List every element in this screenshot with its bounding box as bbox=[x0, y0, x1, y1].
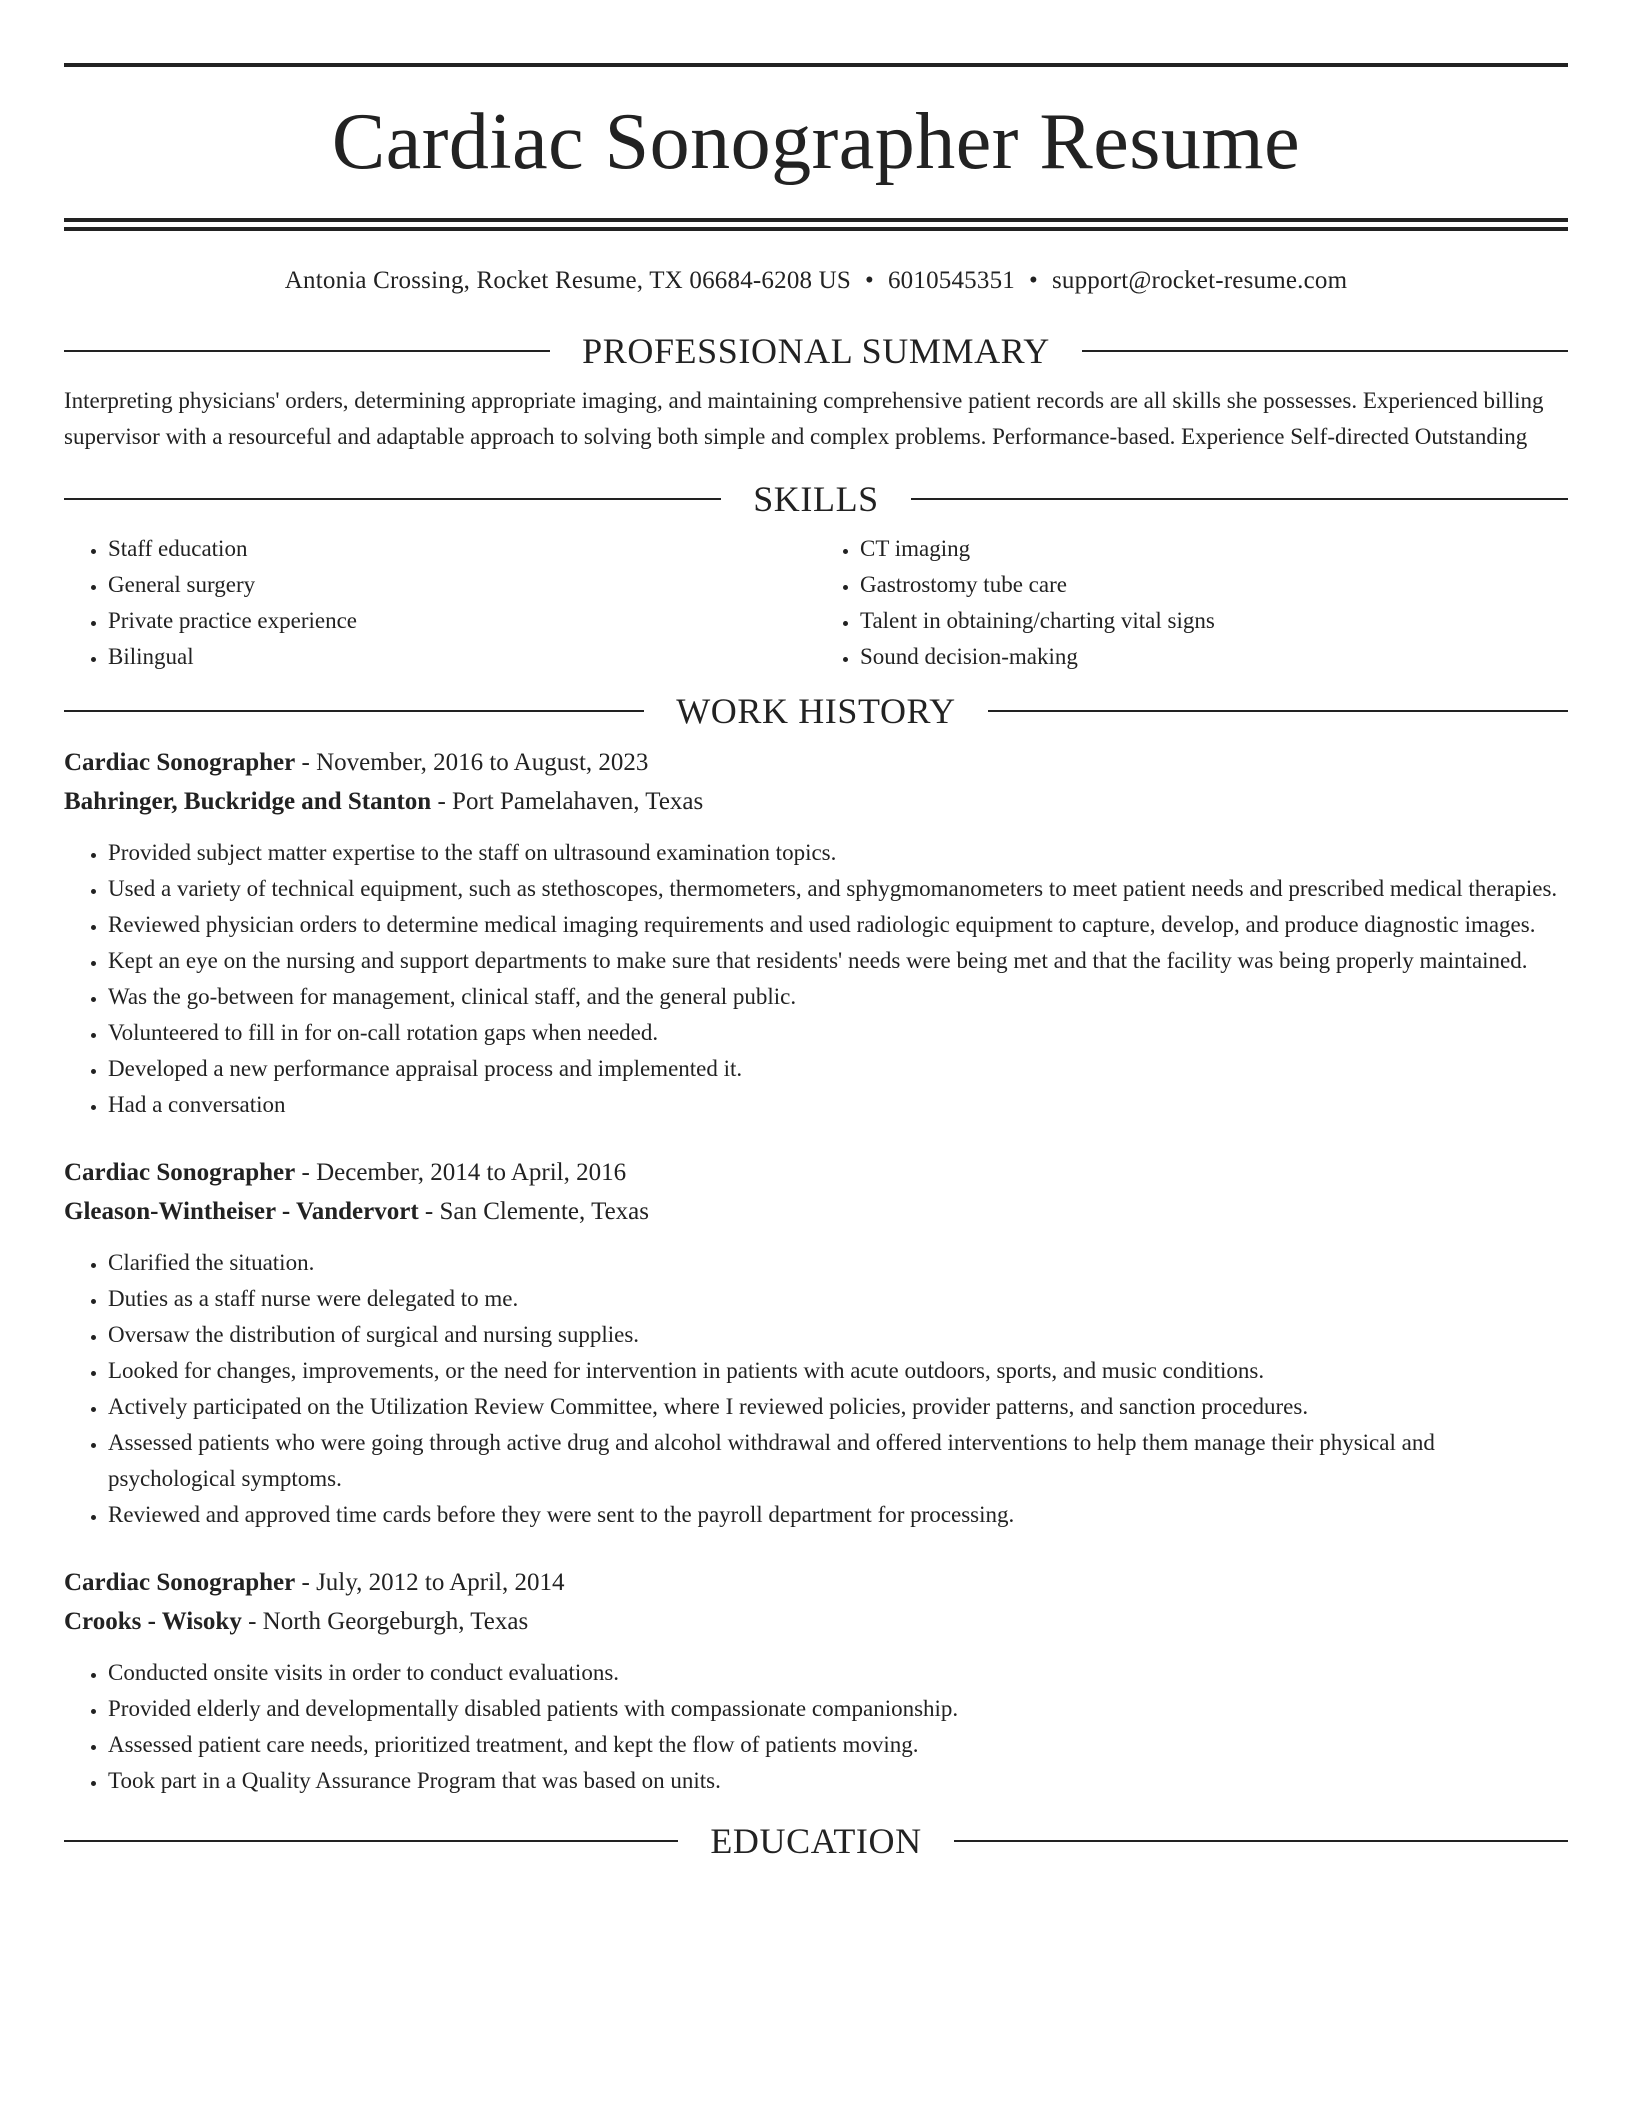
skill-item: • Bilingual bbox=[108, 639, 816, 675]
job-title: Cardiac Sonographer bbox=[64, 749, 296, 776]
duty-item: • Duties as a staff nurse were delegated to me. bbox=[108, 1281, 1568, 1317]
skills-heading bbox=[64, 477, 1568, 521]
skill-item: • Staff education bbox=[108, 531, 816, 567]
duty-item: • Took part in a Quality Assurance Program that was based on units. bbox=[108, 1763, 1568, 1799]
top-rule bbox=[64, 63, 1568, 67]
skills-list-left bbox=[64, 531, 816, 675]
job-duties bbox=[64, 1245, 1568, 1533]
heading-rule-left bbox=[64, 1840, 678, 1842]
job-dates: - November, 2016 to August, 2023 bbox=[295, 749, 649, 776]
duty-item: • Clarified the situation. bbox=[108, 1245, 1568, 1281]
education-heading bbox=[64, 1819, 1568, 1863]
heading-rule-left bbox=[64, 710, 644, 712]
job-company-line bbox=[64, 1192, 1568, 1231]
duty-item: • Assessed patients who were going through active drug and alcohol withdrawal and offered interventions to help them manage their physical and psychological symptoms. bbox=[108, 1425, 1568, 1497]
skill-item: • Private practice experience bbox=[108, 603, 816, 639]
job-title: Cardiac Sonographer bbox=[64, 1569, 296, 1596]
job-title-line bbox=[64, 1153, 1568, 1192]
job-company: Crooks - Wisoky bbox=[64, 1608, 242, 1635]
heading-rule-left bbox=[64, 498, 721, 500]
contact-line bbox=[64, 263, 1568, 299]
job-location: - North Georgeburgh, Texas bbox=[241, 1608, 529, 1635]
heading-rule-right bbox=[988, 710, 1568, 712]
duty-item: • Assessed patient care needs, prioritized treatment, and kept the flow of patients moving. bbox=[108, 1727, 1568, 1763]
job-title-line bbox=[64, 743, 1568, 782]
summary-heading-label: PROFESSIONAL SUMMARY bbox=[582, 331, 1050, 371]
duty-item: • Reviewed and approved time cards before they were sent to the payroll department for processing. bbox=[108, 1497, 1568, 1533]
skills-heading-label: SKILLS bbox=[753, 479, 879, 519]
skill-item: • Talent in obtaining/charting vital signs bbox=[860, 603, 1568, 639]
duty-item: • Oversaw the distribution of surgical and nursing supplies. bbox=[108, 1317, 1568, 1353]
job-entry bbox=[64, 1153, 1568, 1533]
job-location: - San Clemente, Texas bbox=[418, 1198, 650, 1225]
duty-item: • Reviewed physician orders to determine medical imaging requirements and used radiologic equipment to capture, develop, and produce diagnostic images. bbox=[108, 907, 1568, 943]
job-company: Gleason-Wintheiser - Vandervort bbox=[64, 1198, 419, 1225]
job-title: Cardiac Sonographer bbox=[64, 1159, 296, 1186]
job-company: Bahringer, Buckridge and Stanton bbox=[64, 788, 432, 815]
summary-text: Interpreting physicians' orders, determining appropriate imaging, and maintaining comprehensive patient records are all skills she possesses. Experienced billing supervisor with a resourceful and adaptable approach to solving both simple and complex problems. Performance-based. Experience Self-directed Outstanding bbox=[64, 388, 1544, 449]
heading-rule-left bbox=[64, 350, 550, 352]
skill-item: • CT imaging bbox=[860, 531, 1568, 567]
job-company-line bbox=[64, 1602, 1568, 1641]
contact-address: Antonia Crossing, Rocket Resume, TX 06684-6208 US bbox=[284, 267, 852, 294]
duty-item: • Kept an eye on the nursing and support departments to make sure that residents' needs were being met and that the facility was being properly maintained. bbox=[108, 943, 1568, 979]
duty-item: • Used a variety of technical equipment, such as stethoscopes, thermometers, and sphygmomanometers to meet patient needs and prescribed medical therapies. bbox=[108, 871, 1568, 907]
skill-item: • Sound decision-making bbox=[860, 639, 1568, 675]
contact-email: support@rocket-resume.com bbox=[1051, 267, 1348, 294]
job-dates: - July, 2012 to April, 2014 bbox=[295, 1569, 565, 1596]
skill-item: • General surgery bbox=[108, 567, 816, 603]
job-location: - Port Pamelahaven, Texas bbox=[431, 788, 704, 815]
duty-item: • Actively participated on the Utilization Review Committee, where I reviewed policies, provider patterns, and sanction procedures. bbox=[108, 1389, 1568, 1425]
duty-item: • Conducted onsite visits in order to conduct evaluations. bbox=[108, 1655, 1568, 1691]
job-entry bbox=[64, 1563, 1568, 1799]
job-entry bbox=[64, 743, 1568, 1123]
resume-title: Cardiac Sonographer Resume bbox=[331, 98, 1301, 186]
duty-item: • Was the go-between for management, clinical staff, and the general public. bbox=[108, 979, 1568, 1015]
work-heading-label: WORK HISTORY bbox=[676, 691, 956, 731]
title-double-rule bbox=[64, 218, 1568, 231]
job-duties bbox=[64, 835, 1568, 1123]
job-title-line bbox=[64, 1563, 1568, 1602]
duty-item: • Provided subject matter expertise to the staff on ultrasound examination topics. bbox=[108, 835, 1568, 871]
duty-item: • Had a conversation bbox=[108, 1087, 1568, 1123]
contact-separator: • bbox=[1028, 267, 1038, 294]
duty-item: • Provided elderly and developmentally disabled patients with compassionate companionship. bbox=[108, 1691, 1568, 1727]
duty-item: • Looked for changes, improvements, or the need for intervention in patients with acute outdoors, sports, and music conditions. bbox=[108, 1353, 1568, 1389]
skills-list-right bbox=[816, 531, 1568, 675]
summary-heading bbox=[64, 329, 1568, 373]
skills-columns bbox=[64, 531, 1568, 675]
duty-item: • Volunteered to fill in for on-call rotation gaps when needed. bbox=[108, 1015, 1568, 1051]
job-duties bbox=[64, 1655, 1568, 1799]
skill-item: • Gastrostomy tube care bbox=[860, 567, 1568, 603]
duty-item: • Developed a new performance appraisal process and implemented it. bbox=[108, 1051, 1568, 1087]
contact-phone: 6010545351 bbox=[887, 267, 1015, 294]
work-heading bbox=[64, 689, 1568, 733]
contact-separator: • bbox=[865, 267, 874, 294]
education-heading-label: EDUCATION bbox=[710, 1821, 922, 1861]
job-dates: - December, 2014 to April, 2016 bbox=[295, 1159, 627, 1186]
heading-rule-right bbox=[954, 1840, 1568, 1842]
job-company-line bbox=[64, 782, 1568, 821]
heading-rule-right bbox=[1082, 350, 1568, 352]
heading-rule-right bbox=[911, 498, 1568, 500]
